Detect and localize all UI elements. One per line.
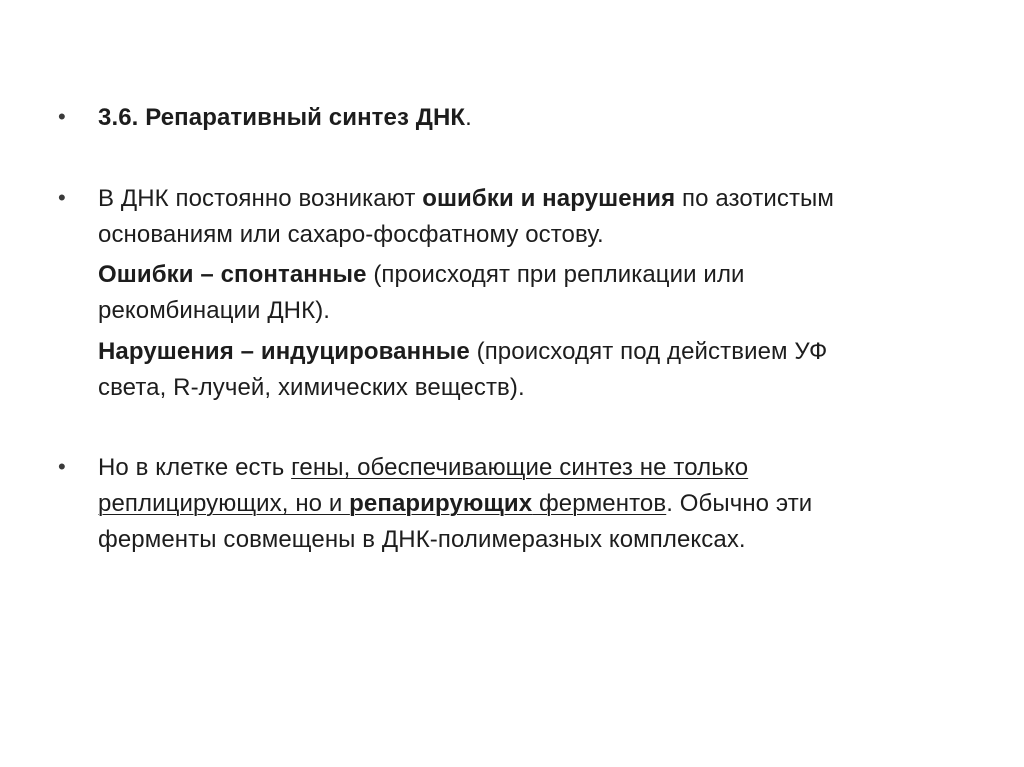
genes-text-a: Но в клетке есть [98, 454, 292, 481]
spontaneous-paragraph [98, 257, 928, 329]
errors-bold: ошибки и нарушения [422, 185, 676, 212]
errors-paragraph [98, 181, 928, 253]
spontaneous-bold: Ошибки – спонтанные [98, 261, 367, 288]
spontaneous-line-2: рекомбинации ДНК). [98, 297, 331, 324]
induced-line-2: света, R-лучей, химических веществ). [98, 374, 525, 401]
induced-text: (происходят под действием УФ [469, 338, 828, 365]
genes-underlined-1: гены, обеспечивающие синтез не только [291, 454, 749, 481]
induced-paragraph [98, 334, 928, 406]
genes-underlined-2: реплицирующих, но и [98, 490, 350, 517]
induced-bold: Нарушения – индуцированные [98, 338, 470, 365]
errors-text-b: по азотистым [675, 185, 834, 212]
bullet-icon: • [58, 185, 66, 210]
errors-text-a: В ДНК постоянно возникают [98, 185, 423, 212]
bullet-icon: • [58, 104, 66, 129]
heading-text [98, 100, 928, 136]
bullet-icon: • [58, 454, 66, 479]
genes-text-b: . Обычно эти [666, 490, 813, 517]
genes-paragraph [98, 450, 928, 558]
heading-title: 3.6. Репаративный синтез ДНК [98, 104, 466, 131]
genes-line-3: ферменты совмещены в ДНК-полимеразных комплексах. [98, 526, 746, 553]
genes-underlined-bold: репарирующих [349, 490, 533, 517]
errors-line-2: основаниям или сахаро-фосфатному остову. [98, 221, 604, 248]
heading-period: . [465, 104, 472, 131]
spontaneous-text: (происходят при репликации или [366, 261, 745, 288]
genes-underlined-3: ферментов [532, 490, 667, 517]
